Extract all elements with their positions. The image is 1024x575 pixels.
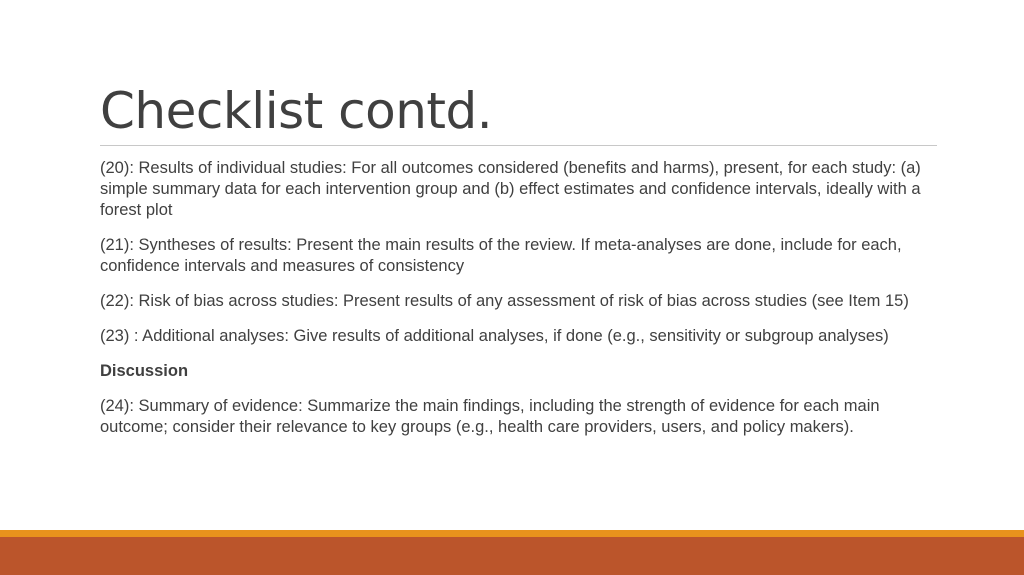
- title-divider: [100, 145, 937, 146]
- footer-band: [0, 537, 1024, 575]
- section-heading-discussion: Discussion: [100, 362, 189, 380]
- checklist-item-20: (20): Results of individual studies: For all outcomes considered (benefits and harms), present, for each study: (a) simple summary data for each intervention group and (b) effect estimates and confidence intervals, ideally with a forest plot: [100, 159, 921, 219]
- slide-body: [100, 158, 945, 452]
- slide-title: Checklist contd.: [100, 82, 493, 140]
- checklist-item-22: (22): Risk of bias across studies: Present results of any assessment of risk of bias across studies (see Item 15): [100, 292, 909, 310]
- checklist-item-24: (24): Summary of evidence: Summarize the main findings, including the strength of evidence for each main outcome; consider their relevance to key groups (e.g., health care providers, users, and policy makers).: [100, 397, 880, 436]
- footer-accent-stripe: [0, 530, 1024, 537]
- checklist-item-21: (21): Syntheses of results: Present the main results of the review. If meta-analyses are done, include for each, confidence intervals and measures of consistency: [100, 236, 902, 275]
- checklist-item-23: (23) : Additional analyses: Give results of additional analyses, if done (e.g., sensitivity or subgroup analyses): [100, 327, 889, 345]
